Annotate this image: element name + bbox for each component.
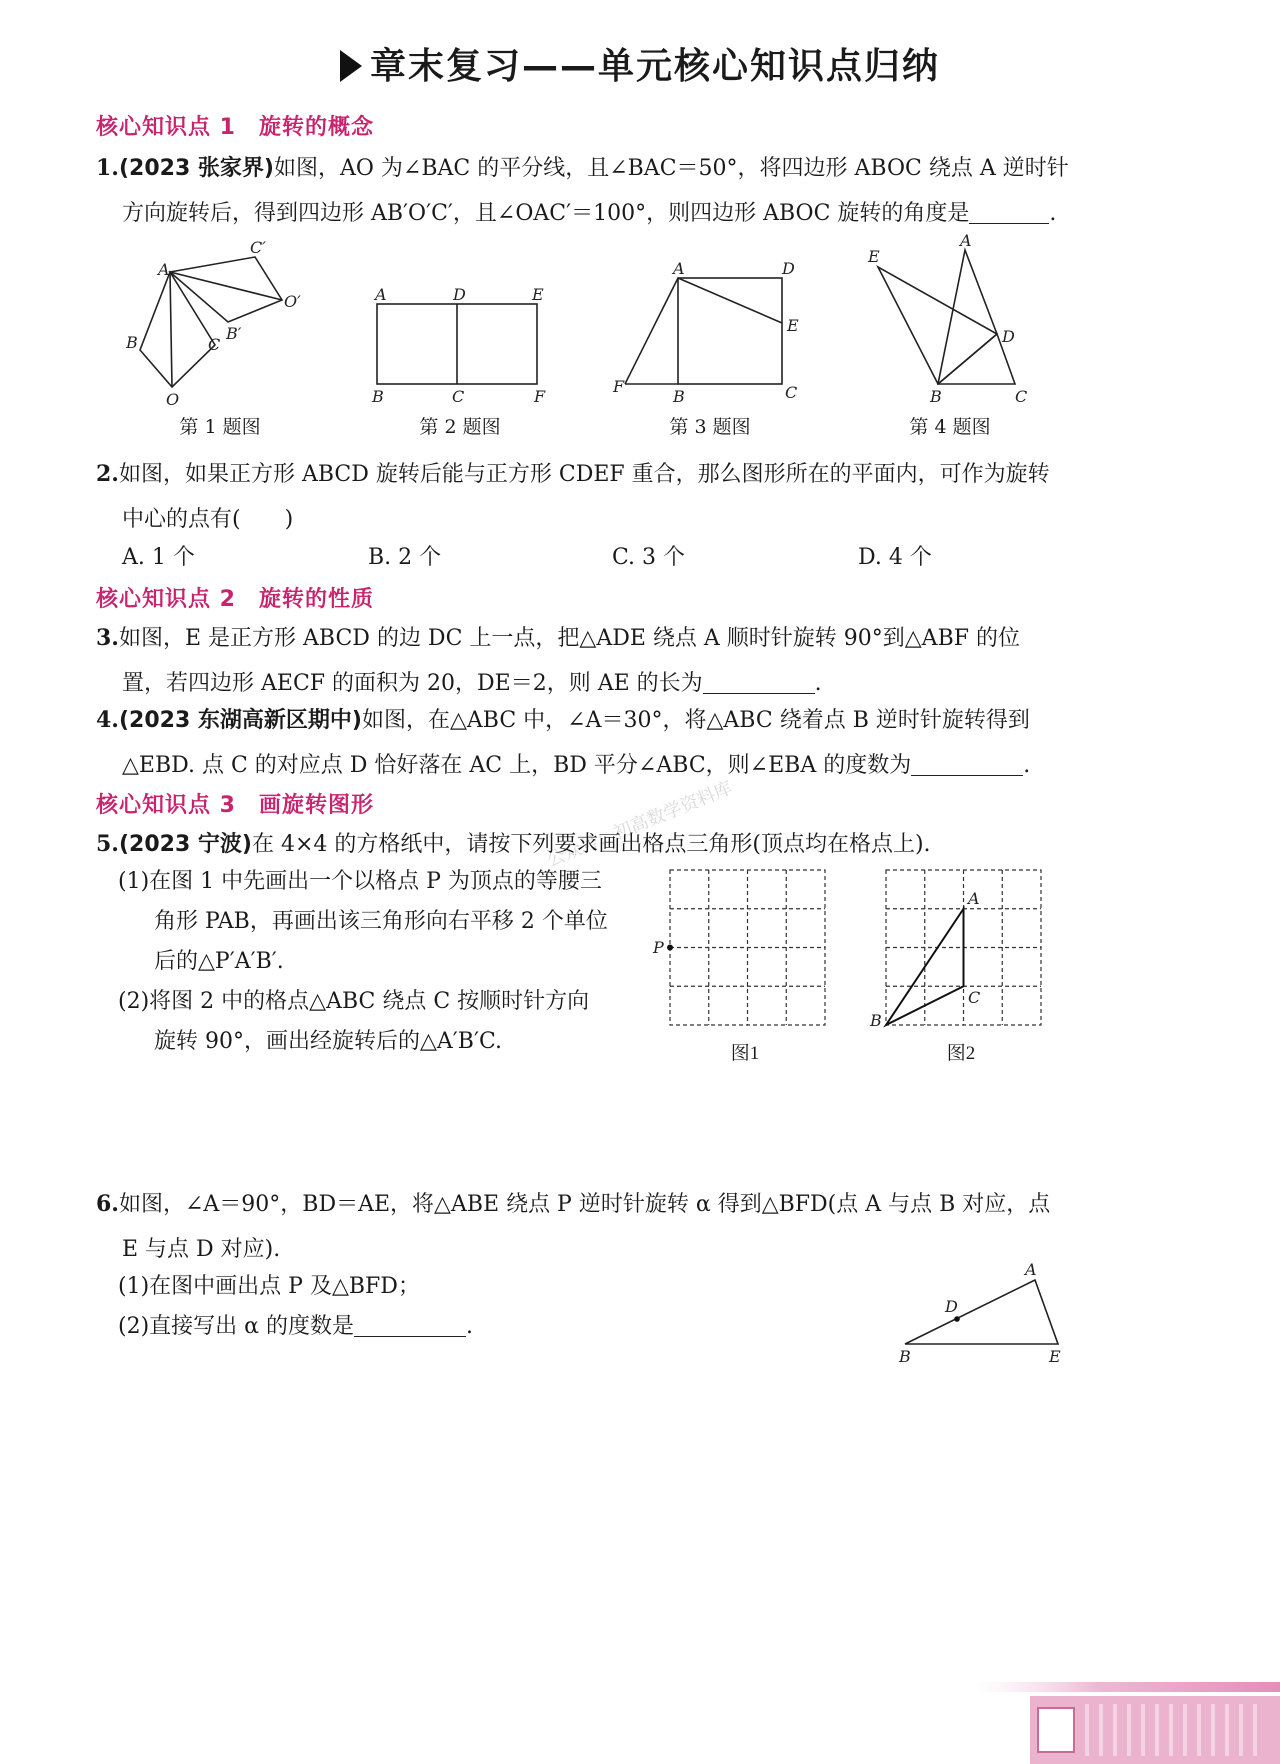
fig2-label-e: E xyxy=(532,285,544,304)
question-3 xyxy=(96,616,1186,706)
figure-4 xyxy=(860,232,1060,407)
fig2-label-b: B xyxy=(372,387,384,406)
fig2-label-f: F xyxy=(534,387,546,406)
q6-end: . xyxy=(466,1314,474,1339)
q2-option-c[interactable]: C. 3 个 xyxy=(612,545,686,570)
figure-4-caption: 第 4 题图 xyxy=(909,416,991,438)
q2-line1: 如图，如果正方形 ABCD 旋转后能与正方形 CDEF 重合，那么图形所在的平面内，可作为旋转 xyxy=(118,462,1050,487)
fig4-label-e: E xyxy=(868,247,880,266)
q4-line1: 如图，在△ABC 中，∠A＝30°，将△ABC 绕着点 B 逆时针旋转得到 xyxy=(361,708,1030,733)
question-2 xyxy=(96,452,1186,542)
fig3-label-f: F xyxy=(613,377,625,396)
fig4-label-d: D xyxy=(1002,327,1015,346)
fig4-label-c: C xyxy=(1015,387,1028,406)
q6-label-a: A xyxy=(1025,1260,1037,1279)
q6-number: 6. xyxy=(96,1191,119,1217)
grid-figure-1-caption: 图1 xyxy=(730,1043,760,1064)
q6-point-d xyxy=(954,1316,960,1322)
q6-label-e: E xyxy=(1049,1347,1061,1366)
grid1-point-p xyxy=(667,945,673,951)
question-1 xyxy=(96,146,1186,236)
q5-source: (2023 宁波) xyxy=(118,832,252,857)
q5-part1-line2: 角形 PAB，再画出该三角形向右平移 2 个单位 xyxy=(154,909,608,934)
q6-label-b: B xyxy=(899,1347,911,1366)
grid-figure-2 xyxy=(866,860,1056,1035)
q4-line2: △EBD. 点 C 的对应点 D 恰好落在 AC 上，BD 平分∠ABC，则∠EBA 的度数为 xyxy=(122,753,912,778)
q4-number: 4. xyxy=(96,707,119,733)
fig3-label-c: C xyxy=(785,383,798,402)
figure-2-caption: 第 2 题图 xyxy=(419,416,501,438)
q3-number: 3. xyxy=(96,625,119,651)
q2-option-d[interactable]: D. 4 个 xyxy=(858,545,932,570)
fig3-label-d: D xyxy=(782,259,795,278)
figure-3-caption: 第 3 题图 xyxy=(669,416,751,438)
q1-number: 1. xyxy=(96,155,119,181)
fig1-label-o-prime: O′ xyxy=(284,292,301,311)
q5-part1-line3: 后的△P′A′B′. xyxy=(154,949,284,974)
watermark: 公众号：初高数学资料库 xyxy=(543,777,736,872)
q6-triangle-abe xyxy=(905,1280,1058,1344)
grid2-label-c: C xyxy=(968,988,981,1007)
fig4-label-a: A xyxy=(960,232,972,250)
q5-line1: 在 4×4 的方格纸中，请按下列要求画出格点三角形(顶点均在格点上). xyxy=(251,832,931,857)
q5-part2-line2: 旋转 90°，画出经旋转后的△A′B′C. xyxy=(154,1029,502,1054)
fig2-label-a: A xyxy=(375,285,387,304)
q6-label-d: D xyxy=(945,1297,958,1316)
grid2-label-a: A xyxy=(968,889,980,908)
figure-1-caption: 第 1 题图 xyxy=(179,416,261,438)
q5-part1 xyxy=(118,862,638,982)
q6-line2: E 与点 D 对应). xyxy=(122,1237,281,1262)
fig1-label-o: O xyxy=(166,390,180,409)
q1-line1: 如图，AO 为∠BAC 的平分线，且∠BAC＝50°，将四边形 ABOC 绕点 A 逆时针 xyxy=(273,156,1069,181)
fig3-label-a: A xyxy=(673,259,685,278)
footer-decoration xyxy=(975,1660,1280,1764)
grid-figure-1 xyxy=(650,860,840,1035)
section-heading-3: 核心知识点 3 画旋转图形 xyxy=(96,793,374,818)
q4-source: (2023 东湖高新区期中) xyxy=(118,708,362,733)
q2-number: 2. xyxy=(96,461,119,487)
grid2-label-b: B xyxy=(870,1011,882,1030)
q4-end: . xyxy=(1023,753,1031,778)
question-4 xyxy=(96,698,1186,788)
q3-end: . xyxy=(814,671,822,696)
page-title xyxy=(0,38,1280,89)
triangle-marker-icon xyxy=(340,50,362,82)
figure-1 xyxy=(120,235,320,410)
question-6 xyxy=(96,1182,1186,1272)
fig3-label-e: E xyxy=(787,316,799,335)
grid-figure-2-caption: 图2 xyxy=(946,1043,976,1064)
figure-q6 xyxy=(885,1260,1085,1370)
q1-end: . xyxy=(1049,201,1057,226)
q2-option-a[interactable]: A. 1 个 xyxy=(122,545,195,570)
fig3-label-b: B xyxy=(673,387,685,406)
q1-answer-blank[interactable] xyxy=(969,199,1049,224)
fig2-label-d: D xyxy=(453,285,466,304)
figure-3 xyxy=(605,258,810,408)
q5-number: 5. xyxy=(96,831,119,857)
q6-line1: 如图，∠A＝90°，BD＝AE，将△ABE 绕点 P 逆时针旋转 α 得到△BFD(点 A 与点 B 对应，点 xyxy=(118,1192,1051,1217)
q3-line1: 如图，E 是正方形 ABCD 的边 DC 上一点，把△ADE 绕点 A 顺时针旋转 90°到△ABF 的位 xyxy=(118,626,1020,651)
grid1-label-p: P xyxy=(653,938,664,957)
q6-part1: (1)在图中画出点 P 及△BFD； xyxy=(118,1274,420,1299)
fig1-label-c: C xyxy=(208,335,221,354)
fig1-label-b: B xyxy=(126,333,138,352)
q3-answer-blank[interactable] xyxy=(703,669,815,694)
section-heading-2: 核心知识点 2 旋转的性质 xyxy=(96,587,374,612)
fig2-label-c: C xyxy=(452,387,465,406)
q6-part2-text: (2)直接写出 α 的度数是 xyxy=(118,1314,355,1339)
q5-part2-line1: (2)将图 2 中的格点△ABC 绕点 C 按顺时针方向 xyxy=(118,989,590,1014)
q3-line2: 置，若四边形 AECF 的面积为 20，DE＝2，则 AE 的长为 xyxy=(122,671,703,696)
q6-answer-blank[interactable] xyxy=(354,1312,466,1337)
q5-part1-line1: (1)在图 1 中先画出一个以格点 P 为顶点的等腰三 xyxy=(118,869,602,894)
q1-line2: 方向旋转后，得到四边形 AB′O′C′，且∠OAC′＝100°，则四边形 ABOC 旋转的角度是 xyxy=(122,201,970,226)
section-heading-1: 核心知识点 1 旋转的概念 xyxy=(96,115,374,140)
page-number-box xyxy=(1038,1708,1074,1752)
fig4-label-b: B xyxy=(930,387,942,406)
page-title-text: 章末复习——单元核心知识点归纳 xyxy=(369,46,940,87)
fig1-label-c-prime: C′ xyxy=(250,238,266,257)
q6-part2 xyxy=(118,1304,818,1349)
q2-line2: 中心的点有( ) xyxy=(122,507,294,532)
q2-option-b[interactable]: B. 2 个 xyxy=(368,545,442,570)
fig1-label-b-prime: B′ xyxy=(226,324,242,343)
figure-2 xyxy=(360,280,560,410)
q1-source: (2023 张家界) xyxy=(118,156,274,181)
q4-answer-blank[interactable] xyxy=(911,751,1023,776)
q5-part2 xyxy=(118,982,638,1062)
fig1-label-a: A xyxy=(158,260,170,279)
